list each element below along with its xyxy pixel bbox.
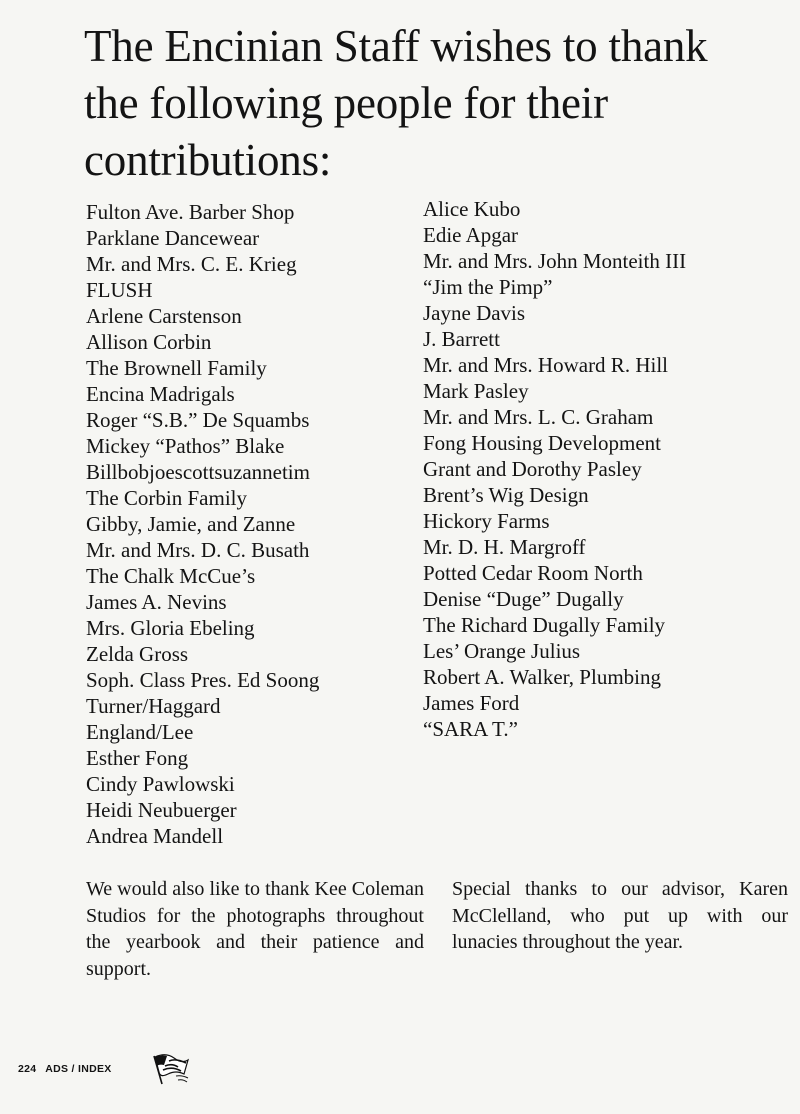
contributor-right-13: Hickory Farms	[423, 509, 550, 533]
contributor-left-14: Mr. and Mrs. D. C. Busath	[86, 538, 310, 562]
contributor-left-5: Arlene Carstenson	[86, 304, 242, 328]
section-label: ADS / INDEX	[45, 1063, 112, 1075]
contributors-list-left	[86, 199, 319, 849]
contributor-right-4: “Jim the Pimp”	[423, 275, 553, 299]
studio-thanks-paragraph: We would also like to thank Kee Coleman Studios for the photographs throughout the yearbook and their patience and support.	[86, 878, 424, 980]
contributor-right-17: The Richard Dugally Family	[423, 613, 666, 637]
contributor-left-21: England/Lee	[86, 720, 194, 744]
contributor-left-25: Andrea Mandell	[86, 824, 224, 848]
contributor-right-3: Mr. and Mrs. John Monteith III	[423, 249, 687, 273]
page-headline	[84, 18, 784, 189]
page-footer	[18, 1063, 112, 1075]
contributor-left-18: Zelda Gross	[86, 642, 189, 666]
contributor-left-6: Allison Corbin	[86, 330, 212, 354]
contributor-right-15: Potted Cedar Room North	[423, 561, 643, 585]
contributor-left-23: Cindy Pawlowski	[86, 772, 235, 796]
contributor-left-24: Heidi Neubuerger	[86, 798, 237, 822]
contributor-left-1: Fulton Ave. Barber Shop	[86, 200, 295, 224]
page-number: 224	[18, 1063, 37, 1075]
contributor-right-8: Mark Pasley	[423, 379, 529, 403]
contributor-right-2: Edie Apgar	[423, 223, 519, 247]
advisor-thanks-paragraph: Special thanks to our advisor, Karen McClelland, who put up with our lunacies throughout the year.	[452, 878, 788, 953]
headline-line-2: the following people for their	[84, 78, 608, 128]
contributor-left-9: Roger “S.B.” De Squambs	[86, 408, 310, 432]
headline-line-1: The Encinian Staff wishes to thank	[84, 21, 708, 71]
contributor-right-18: Les’ Orange Julius	[423, 639, 581, 663]
contributor-left-12: The Corbin Family	[86, 486, 247, 510]
contributor-left-10: Mickey “Pathos” Blake	[86, 434, 285, 458]
contributor-right-10: Fong Housing Development	[423, 431, 661, 455]
headline-line-3: contributions:	[84, 135, 332, 185]
contributor-right-5: Jayne Davis	[423, 301, 526, 325]
contributor-left-3: Mr. and Mrs. C. E. Krieg	[86, 252, 297, 276]
contributor-right-12: Brent’s Wig Design	[423, 483, 589, 507]
contributor-left-8: Encina Madrigals	[86, 382, 235, 406]
contributor-left-13: Gibby, Jamie, and Zanne	[86, 512, 296, 536]
contributor-right-20: James Ford	[423, 691, 520, 715]
contributor-left-16: James A. Nevins	[86, 590, 227, 614]
contributor-left-11: Billbobjoescottsuzannetim	[86, 460, 310, 484]
contributor-right-11: Grant and Dorothy Pasley	[423, 457, 642, 481]
contributor-right-7: Mr. and Mrs. Howard R. Hill	[423, 353, 668, 377]
contributor-left-20: Turner/Haggard	[86, 694, 221, 718]
contributors-list-right	[423, 196, 686, 742]
contributor-left-7: The Brownell Family	[86, 356, 267, 380]
contributor-left-22: Esther Fong	[86, 746, 189, 770]
flag-emblem-icon	[148, 1050, 190, 1086]
contributor-right-1: Alice Kubo	[423, 197, 521, 221]
contributor-right-6: J. Barrett	[423, 327, 500, 351]
contributor-right-16: Denise “Duge” Dugally	[423, 587, 624, 611]
contributor-left-2: Parklane Dancewear	[86, 226, 260, 250]
contributor-right-19: Robert A. Walker, Plumbing	[423, 665, 661, 689]
contributor-left-15: The Chalk McCue’s	[86, 564, 256, 588]
contributor-right-14: Mr. D. H. Margroff	[423, 535, 586, 559]
contributor-left-17: Mrs. Gloria Ebeling	[86, 616, 255, 640]
contributor-left-19: Soph. Class Pres. Ed Soong	[86, 668, 320, 692]
contributor-right-9: Mr. and Mrs. L. C. Graham	[423, 405, 654, 429]
contributor-right-21: “SARA T.”	[423, 717, 518, 741]
contributor-left-4: FLUSH	[86, 278, 153, 302]
